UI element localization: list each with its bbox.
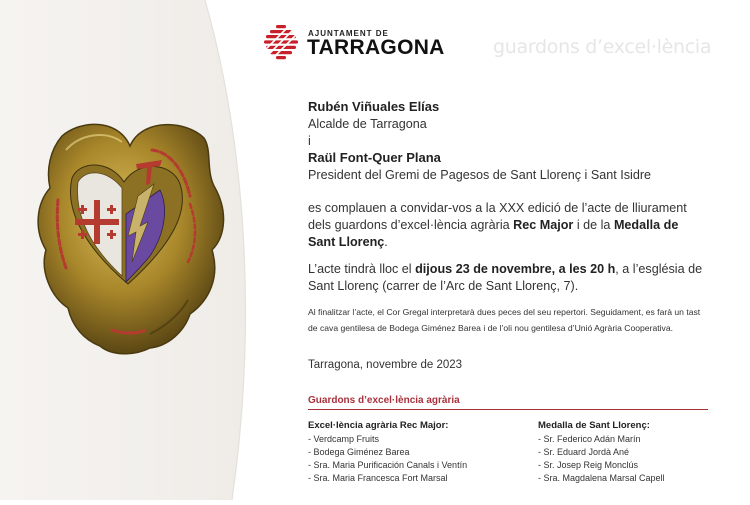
- event-datetime: dijous 23 de novembre, a les 20 h: [415, 262, 616, 276]
- logo-subtitle: AJUNTAMENT DE: [308, 29, 389, 38]
- conjunction: i: [308, 134, 311, 148]
- award-sant-llorenc: Sant Llorenç: [308, 235, 385, 249]
- awards-section-title: Guardons d’excel·lència agrària: [308, 395, 460, 406]
- list-item: - Bodega Giménez Barea: [308, 447, 410, 457]
- header-tagline: guardons d’excel·lència: [493, 36, 712, 58]
- invitation-line-1: es complauen a convidar-vos a la XXX edició de l’acte de lliurament: [308, 201, 687, 215]
- list-item: - Verdcamp Fruits: [308, 434, 380, 444]
- host2-title: President del Gremi de Pagesos de Sant Llorenç i Sant Isidre: [308, 168, 652, 182]
- award-rec-major: Rec Major: [513, 218, 574, 232]
- list-item: - Sr. Eduard Jordà Ané: [538, 447, 630, 457]
- list-item: - Sr. Josep Reig Monclús: [538, 460, 639, 470]
- place-date: Tarragona, novembre de 2023: [308, 359, 463, 371]
- event-line-2: Sant Llorenç (carrer de l’Arc de Sant Llorenç, 7).: [308, 279, 579, 293]
- text-span: , a l’església de: [615, 262, 703, 276]
- text-span: L’acte tindrà lloc el: [308, 262, 416, 276]
- awards-divider: [308, 409, 708, 410]
- invitation-line-3: [308, 235, 388, 249]
- host1-title: Alcalde de Tarragona: [308, 117, 427, 131]
- event-line-1: [308, 262, 702, 276]
- note-line-1: Al finalitzar l’acte, el Cor Gregal interpretarà dues peces del seu repertori. Seguidament, es farà un tast: [308, 307, 701, 317]
- text-span: dels guardons d’excel·lència agrària: [308, 218, 514, 232]
- text-span: i de la: [573, 218, 614, 232]
- list-item: - Sra. Magdalena Marsal Capell: [538, 473, 665, 483]
- award-medalla: Medalla de: [613, 218, 679, 232]
- note-line-2: de cava gentilesa de Bodega Giménez Barea i de l’oli nou gentilesa d’Unió Agrària Cooperativa.: [308, 323, 673, 333]
- logo-title: TARRAGONA: [307, 36, 445, 59]
- col1-title: Excel·lència agrària Rec Major:: [308, 420, 449, 431]
- tarragona-logo-icon: [263, 24, 299, 60]
- list-item: - Sr. Federico Adán Marín: [538, 434, 641, 444]
- list-item: - Sra. Maria Purificación Canals i Ventín: [308, 460, 468, 470]
- text-span: .: [384, 235, 388, 249]
- invitation-line-2: [308, 218, 678, 232]
- host1-name: Rubén Viñuales Elías: [308, 99, 440, 114]
- host2-name: Raül Font-Quer Plana: [308, 150, 441, 165]
- col2-title: Medalla de Sant Llorenç:: [538, 420, 650, 431]
- list-item: - Sra. Maria Francesca Fort Marsal: [308, 473, 448, 483]
